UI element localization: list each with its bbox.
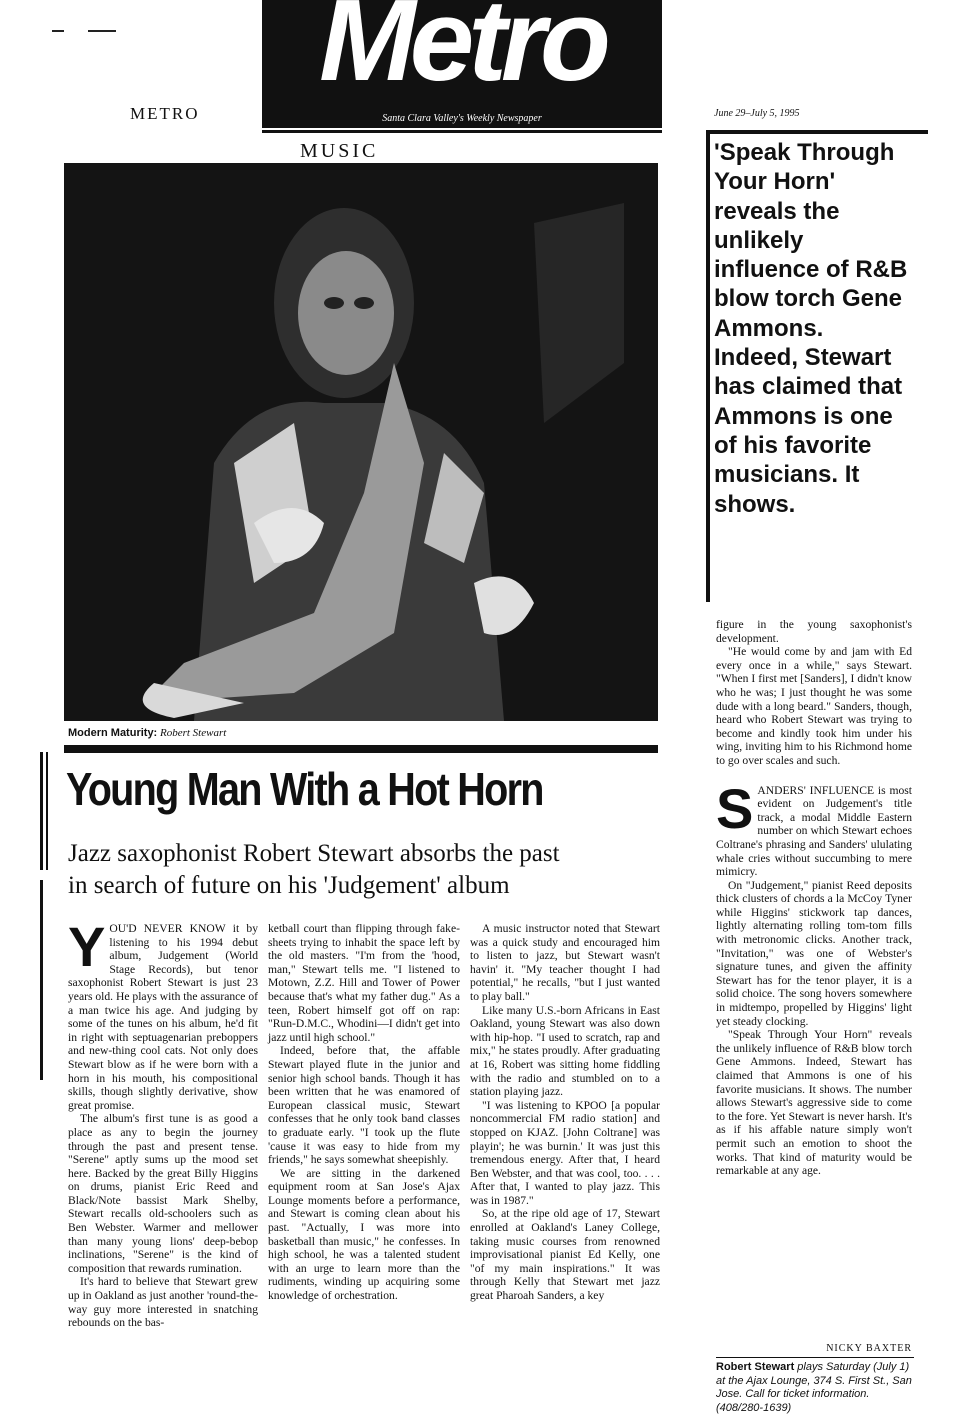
dek-line: in search of future on his 'Judgement' album <box>68 871 510 899</box>
article-column-1 <box>68 915 258 1330</box>
paragraph: We are sitting in the darkened equipment room at San Jose's Ajax Lounge moments before a performance, and Stewart is coming clean about his past. "Actually, I was more into basketball than music," he confesses. In high school, he was a talented student with an urge to learn more than the rudiments, winding up acquiring some knowledge of orchestration. <box>268 1166 460 1303</box>
pullquote-rule <box>706 130 928 134</box>
caption-label: Modern Maturity: <box>68 727 158 739</box>
article-column-3 <box>470 922 660 1303</box>
article-column-4 <box>716 618 912 1178</box>
margin-bar <box>40 752 43 870</box>
page-mark <box>88 30 116 32</box>
paragraph: figure in the young saxophonist's development. <box>716 618 912 645</box>
paragraph-text: is most evident on Judgement's title track, a modal Middle Eastern number on which Stewart echoes Coltrane's phrasing and Sanders' ululating whale cries without succumbing to mere mimicry. <box>716 783 912 879</box>
masthead-rule <box>262 130 662 133</box>
lead-caps: ANDERS' INFLUENCE <box>757 783 875 797</box>
masthead-tagline: Santa Clara Valley's Weekly Newspaper <box>382 113 542 124</box>
section-paragraph <box>716 776 912 879</box>
drop-cap: S <box>716 776 754 840</box>
issue-date: June 29–July 5, 1995 <box>714 108 800 119</box>
photo-caption <box>68 727 226 739</box>
section-name: METRO <box>130 104 200 123</box>
event-infobox <box>716 1361 912 1415</box>
page-mark <box>52 30 64 32</box>
caption-name: Robert Stewart <box>159 727 227 739</box>
byline: NICKY BAXTER <box>826 1343 912 1354</box>
infobox-details: plays Saturday (July 1) at the Ajax Lounge, 374 S. First St., San Jose. Call for ticket information. (408/280-1639) <box>716 1361 912 1414</box>
paragraph: So, at the ripe old age of 17, Stewart enrolled at Oakland's Laney College, taking music courses from renowned improvisational pianist Ed Kelly, one "of my main inspirations." It was through Kelly that Stewart met jazz great Pharoah Sanders, a key <box>470 1207 660 1303</box>
article-column-2 <box>268 922 460 1303</box>
margin-bar <box>40 880 43 1080</box>
paragraph-text: it by listening to his 1994 debut album, Judgement (World Stage Records), but tenor saxophonist Robert Stewart is just 23 years old. He plays with the assurance of a man twice his age. And judging by some of the tunes on his album, he'd fit in right with septuagenarian preboppers and new-thing cool cats. Not only does Stewart blow as if he were born with a horn in his mouth, his compositional skills, though slightly derivative, show great promise. <box>68 922 258 1112</box>
paragraph: Like many U.S.-born Africans in East Oakland, young Stewart was also down with hip-hop. "I used to scratch, rap and mix," he states proudly. After graduating at 16, Robert was sitting home fiddling with the radio and stumbled on to a station playing jazz. <box>470 1003 660 1099</box>
paragraph: The album's first tune is as good a place as any to begin the journey through the past and present tense. "Serene" aptly sums up the mood set here. Backed by the great Billy Higgins on drums, pianist Eric Reed and Black/Note bassist Mark Shelby, Stewart recalls old-schoolers such as Ben Webster. Warmer and mellower than many young lions' deep-bebop inclinations, "Serene" is the kind of composition that rewards rumination. <box>68 1112 258 1275</box>
infobox-name: Robert Stewart <box>716 1361 795 1373</box>
margin-bar <box>46 752 48 870</box>
lead-caps: OU'D NEVER KNOW <box>109 922 226 935</box>
article-dek <box>68 838 668 902</box>
dek-line: Jazz saxophonist Robert Stewart absorbs the past <box>68 840 560 867</box>
photo-image <box>64 163 658 721</box>
department-label: MUSIC <box>300 140 379 162</box>
paragraph: ketball court than flipping through fake-sheets trying to inhabit the space left by the old masters. "I'm from the 'hood, man," Stewart tells me. "I listened to Motown, Z.Z. Hill and Tower of Power because that's what my father dug." As a teen, Robert himself got off on rap: "Run-D.M.C., Whodini—I didn't get into jazz until high school." <box>268 922 460 1044</box>
paragraph: On "Judgement," pianist Reed deposits thick clusters of chords a la McCoy Tyner while Higgins' stickwork tap dances, lightly alternating rolling tom-tom fills with metronomic clicks. Another track, "Invitation," was one of Webster's signature tunes, and given the affinity Stewart has for the tenor player, it is a solid choice. The song hovers somewhere in midtempo, propelled by Higgins' light yet steady clocking. <box>716 878 912 1028</box>
caption-rule <box>64 745 658 753</box>
paragraph: "Speak Through Your Horn" reveals the unlikely influence of R&B blow torch Gene Ammons. Indeed, Stewart has claimed that Ammons is one of his favorite musicians. It shows. The number allows Stewart's aggressive side to come to the fore. Yet Stewart is never harsh. It's as if his affable nature simply won't permit such an emotion to shoot the works. That kind of maturity would be remarkable at any age. <box>716 1028 912 1178</box>
infobox-rule <box>716 1357 914 1358</box>
paragraph: It's hard to believe that Stewart grew up in Oakland as just another 'round-the-way guy more interested in snatching rebounds on the bas- <box>68 1275 258 1330</box>
lead-paragraph <box>68 915 258 1112</box>
drop-cap: Y <box>68 915 106 978</box>
paragraph: A music instructor noted that Stewart was a quick study and encouraged him to listen to jazz, but Stewart wasn't havin' it. "My teacher thought I had potential," he recalls, "but I just wanted to play ball." <box>470 922 660 1003</box>
masthead-logo: Metro <box>319 0 605 105</box>
article-headline: Young Man With a Hot Horn <box>66 763 543 815</box>
paragraph: Indeed, before that, the affable Stewart played flute in the junior and senior high school bands. Though it has been written that he was enamored of European classical music, Stewart confesses that he only took band classes to graduate early. "I took up the flute 'cause it was easy to hide from my friends," he says somewhat sheepishly. <box>268 1044 460 1167</box>
paragraph: "I was listening to KPOO [a popular noncommercial FM radio station] and stopped on KJAZ. [John Coltrane] was playin'; he was burnin.' It was just this tremendous energy. After that, I heard Ben Webster, and that was cool, too. . . . After that, I wanted to play jazz. This was in 1987." <box>470 1098 660 1207</box>
pullquote-rule <box>706 134 710 602</box>
saxophonist-photo <box>64 163 658 721</box>
pull-quote: 'Speak Through Your Horn' reveals the unlikely influence of R&B blow torch Gene Ammons. Indeed, Stewart has claimed that Ammons is one of his favorite musicians. It shows. <box>714 139 908 518</box>
paragraph: "He would come by and jam with Ed every once in a while," says Stewart. "When I first met [Sanders], I didn't know who he was; I just thought he was some dude with a long beard." Sanders, though, heard who Robert Stewart was trying to become and kindly took him under his wing, inviting him to his Richmond home to go over scales and such. <box>716 645 912 767</box>
